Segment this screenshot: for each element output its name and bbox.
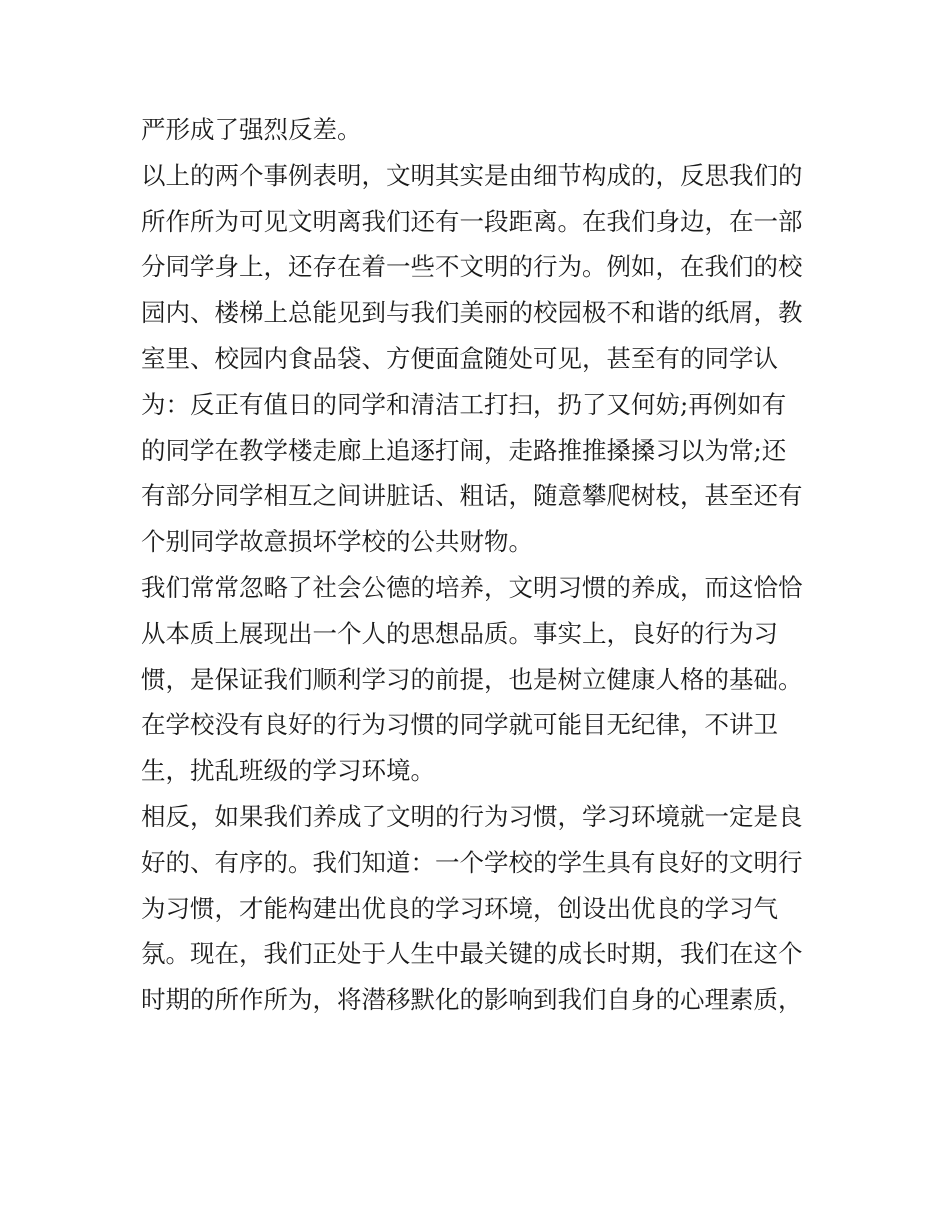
text-line: 氛。现在，我们正处于人生中最关键的成长时期，我们在这个 bbox=[141, 939, 803, 969]
text-line: 从本质上展现出一个人的思想品质。事实上，良好的行为习 bbox=[141, 618, 778, 648]
text-line: 以上的两个事例表明，文明其实是由细节构成的，反思我们的 bbox=[141, 160, 803, 190]
text-line: 相反，如果我们养成了文明的行为习惯，学习环境就一定是良 bbox=[141, 801, 803, 831]
text-line: 时期的所作所为，将潜移默化的影响到我们自身的心理素质， bbox=[141, 985, 803, 1015]
text-line: 的同学在教学楼走廊上追逐打闹，走路推推搡搡习以为常;还 bbox=[141, 435, 787, 465]
text-line: 为：反正有值日的同学和清洁工打扫，扔了又何妨;再例如有 bbox=[141, 389, 787, 419]
body-text bbox=[141, 107, 821, 1023]
text-line: 分同学身上，还存在着一些不文明的行为。例如，在我们的校 bbox=[141, 252, 803, 282]
text-line: 室里、校园内食品袋、方便面盒随处可见，甚至有的同学认 bbox=[141, 343, 778, 373]
text-line: 生，扰乱班级的学习环境。 bbox=[141, 756, 435, 786]
text-line: 我们常常忽略了社会公德的培养，文明习惯的养成，而这恰恰 bbox=[141, 572, 803, 602]
text-line: 个别同学故意损坏学校的公共财物。 bbox=[141, 527, 533, 557]
text-line: 园内、楼梯上总能见到与我们美丽的校园极不和谐的纸屑，教 bbox=[141, 298, 803, 328]
text-line: 在学校没有良好的行为习惯的同学就可能目无纪律，不讲卫 bbox=[141, 710, 778, 740]
text-line: 惯，是保证我们顺利学习的前提，也是树立健康人格的基础。 bbox=[141, 664, 803, 694]
text-line: 好的、有序的。我们知道：一个学校的学生具有良好的文明行 bbox=[141, 847, 803, 877]
text-line: 所作所为可见文明离我们还有一段距离。在我们身边，在一部 bbox=[141, 206, 803, 236]
text-line: 为习惯，才能构建出优良的学习环境，创设出优良的学习气 bbox=[141, 893, 778, 923]
text-line: 严形成了强烈反差。 bbox=[141, 115, 362, 144]
text-line: 有部分同学相互之间讲脏话、粗话，随意攀爬树枝，甚至还有 bbox=[141, 481, 803, 511]
